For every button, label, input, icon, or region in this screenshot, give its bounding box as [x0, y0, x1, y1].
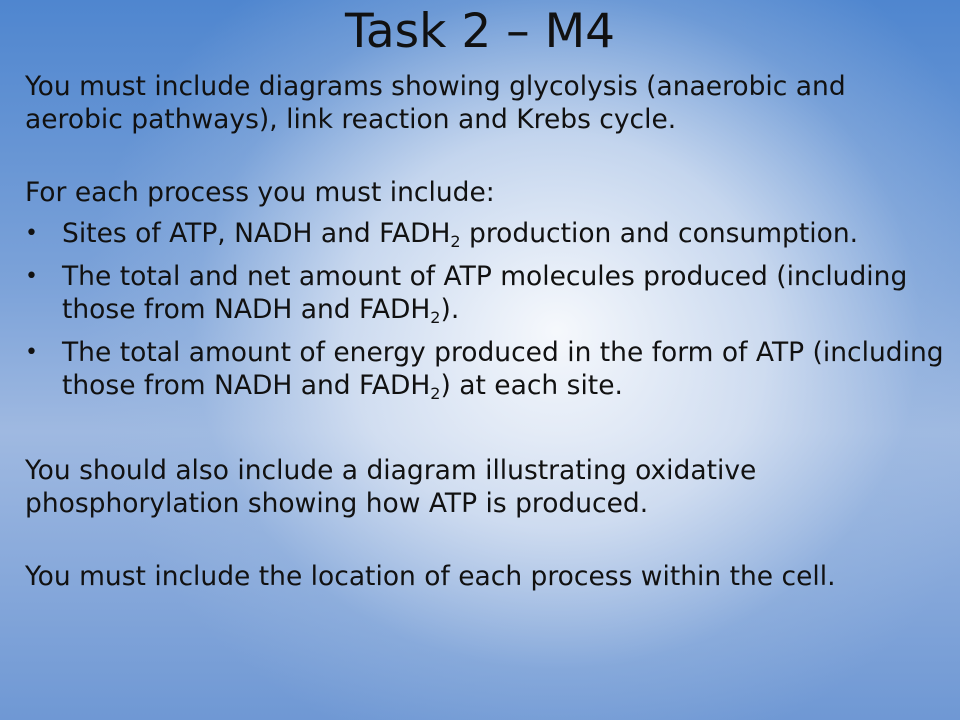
bullet-text-end: production and consumption.	[460, 218, 859, 249]
bullet-text: Sites of ATP, NADH and FADH	[62, 218, 451, 249]
bullet-icon: •	[25, 221, 38, 246]
subscript: 2	[450, 232, 461, 251]
intro-paragraph: You must include diagrams showing glycolysis (anaerobic and aerobic pathways), link reaction and Krebs cycle.	[25, 71, 846, 135]
slide-title: Task 2 – M4	[344, 4, 616, 59]
slide-body	[25, 70, 945, 593]
bullet-text: The total amount of energy produced in the form of ATP (including those from NADH and FADH	[62, 337, 944, 401]
subscript: 2	[430, 308, 441, 327]
bullet-text: The total and net amount of ATP molecules produced (including those from NADH and FADH	[62, 261, 908, 325]
oxidative-paragraph: You should also include a diagram illustrating oxidative phosphorylation showing how ATP is produced.	[25, 455, 757, 519]
bullet-icon: •	[25, 264, 38, 289]
list-item	[25, 260, 945, 326]
bullet-text-end: ) at each site.	[440, 370, 623, 401]
list-item	[25, 217, 945, 250]
spacer	[25, 136, 945, 176]
bullet-icon: •	[25, 340, 38, 365]
bullet-text-end: ).	[440, 294, 460, 325]
spacer	[25, 412, 945, 454]
for-each-heading: For each process you must include:	[25, 177, 495, 208]
location-paragraph: You must include the location of each process within the cell.	[25, 561, 836, 592]
spacer	[25, 520, 945, 560]
requirements-list	[25, 217, 945, 402]
subscript: 2	[430, 384, 441, 403]
list-item	[25, 336, 945, 402]
